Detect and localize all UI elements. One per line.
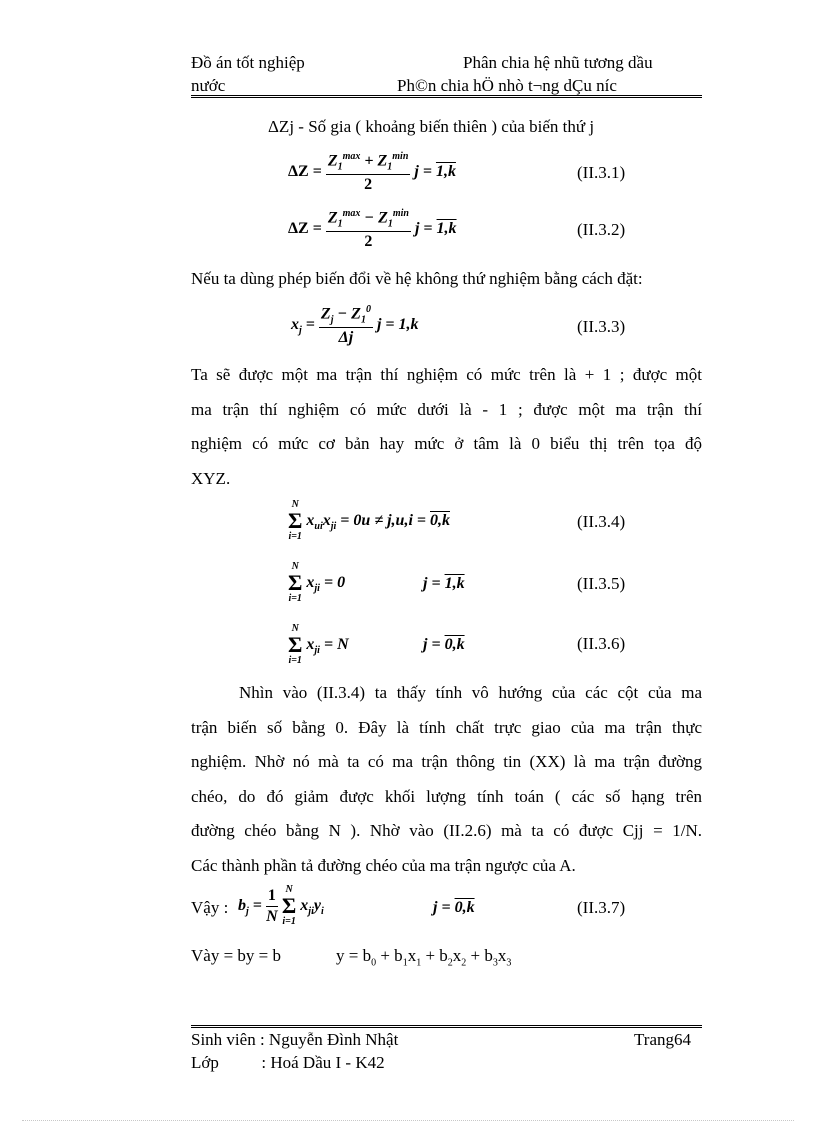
equation-II-3-5: N Σ i=1 $x_{ji} = 0$ [288,561,346,604]
delta-definition: ΔZj - Số gia ( khoảng biến thiên ) của biến thứ j [268,117,595,136]
paragraph-orthogonality [191,676,702,883]
equation-number: (II.3.5) [577,574,626,593]
regression-equation: $y = b_0 + b_1x_1 + b_2x_2 + b_3x_3$ [336,946,512,969]
vay-equation: Vày = by = b [191,946,281,965]
paragraph-line: Các thành phần tả đường chéo của ma trận ngược của A. [191,855,576,875]
header-rule-1 [191,95,702,96]
equation-number: (II.3.4) [577,512,626,531]
equation-II-3-2: ΔZ = $\frac{Z_1^{max} - Z_1^{min}}{2}$ j = 1,k [288,208,457,250]
equation-number: (II.3.6) [577,634,626,653]
header-right-title: Phân chia hệ nhũ tương dầu [463,53,653,72]
header-left-continuation: nước [191,76,226,95]
paragraph-line: trận biến số bằng 0. Đây là tính chất trực giao của ma trận thực [191,717,702,737]
transform-intro: Nếu ta dùng phép biến đổi về hệ không thứ nghiệm bằng cách đặt: [191,269,643,288]
paragraph-line: đường chéo bằng N ). Nhờ vào (II.2.6) mà ta có được Cjj = 1/N. [191,821,702,840]
header-left-title: Đồ án tốt nghiệp [191,53,305,72]
equation-II-3-1: ΔZ = $\frac{Z_1^{max} + Z_1^{min}}{2}$ j = 1,k [288,151,456,193]
footer-class: Lớp : Hoá Dầu I - K42 [191,1053,385,1072]
equation-number: (II.3.1) [577,163,626,182]
footer-rule-2 [191,1027,702,1028]
header-rule-2 [191,97,702,98]
equation-II-3-4: N Σ i=1 $x_{ui}x_{ji} = 0u \ne j,u,i = 0,k$ [288,499,450,542]
paragraph-line: Nhìn vào (II.3.4) ta thấy tính vô hướng của các cột của ma [239,683,702,702]
paragraph-line: XYZ. [191,468,231,488]
paragraph-line: chéo, do đó giảm được khối lượng tính toán ( các số hạng trên [191,786,702,806]
equation-II-3-6: N Σ i=1 $x_{ji} = N$ [288,623,349,666]
footer-page-number: Trang64 [634,1030,691,1049]
paragraph-experiment-matrix [191,358,702,496]
vay-label: Vậy : [191,898,229,917]
paragraph-line: nghiệm có mức cơ bản hay mức ở tâm là 0 biểu thị trên tọa độ [191,434,702,453]
equation-II-3-5-condition: j = 1,k [423,575,465,592]
equation-II-3-7-condition: j = 0,k [433,899,475,916]
paragraph-line: ma trận thí nghiệm có mức dưới là - 1 ; được một ma trận thí [191,399,702,419]
equation-number: (II.3.2) [577,220,626,239]
paragraph-line: Ta sẽ được một ma trận thí nghiệm có mức trên là + 1 ; được một [191,365,702,384]
footer-rule-1 [191,1025,702,1026]
page-bottom-divider [22,1120,794,1121]
equation-number: (II.3.7) [577,898,626,917]
header-right-garbled: Ph©n chia hÖ nhò t¬ng dÇu níc [397,76,617,95]
paragraph-line: nghiệm. Nhờ nó mà ta có ma trận thông tin (XX) là ma trận đường [191,752,702,771]
footer-student: Sinh viên : Nguyễn Đình Nhật [191,1030,399,1049]
equation-number: (II.3.3) [577,317,626,336]
equation-II-3-3: $x_j$ = $\frac{Z_j - Z_1^0}{\Delta j}$ j = 1,k [291,304,419,346]
equation-II-3-7: $b_j$ = $\frac{1}{N}$ N Σ i=1 $x_{ji}y_i$ [238,884,324,927]
equation-II-3-6-condition: j = 0,k [423,636,465,653]
